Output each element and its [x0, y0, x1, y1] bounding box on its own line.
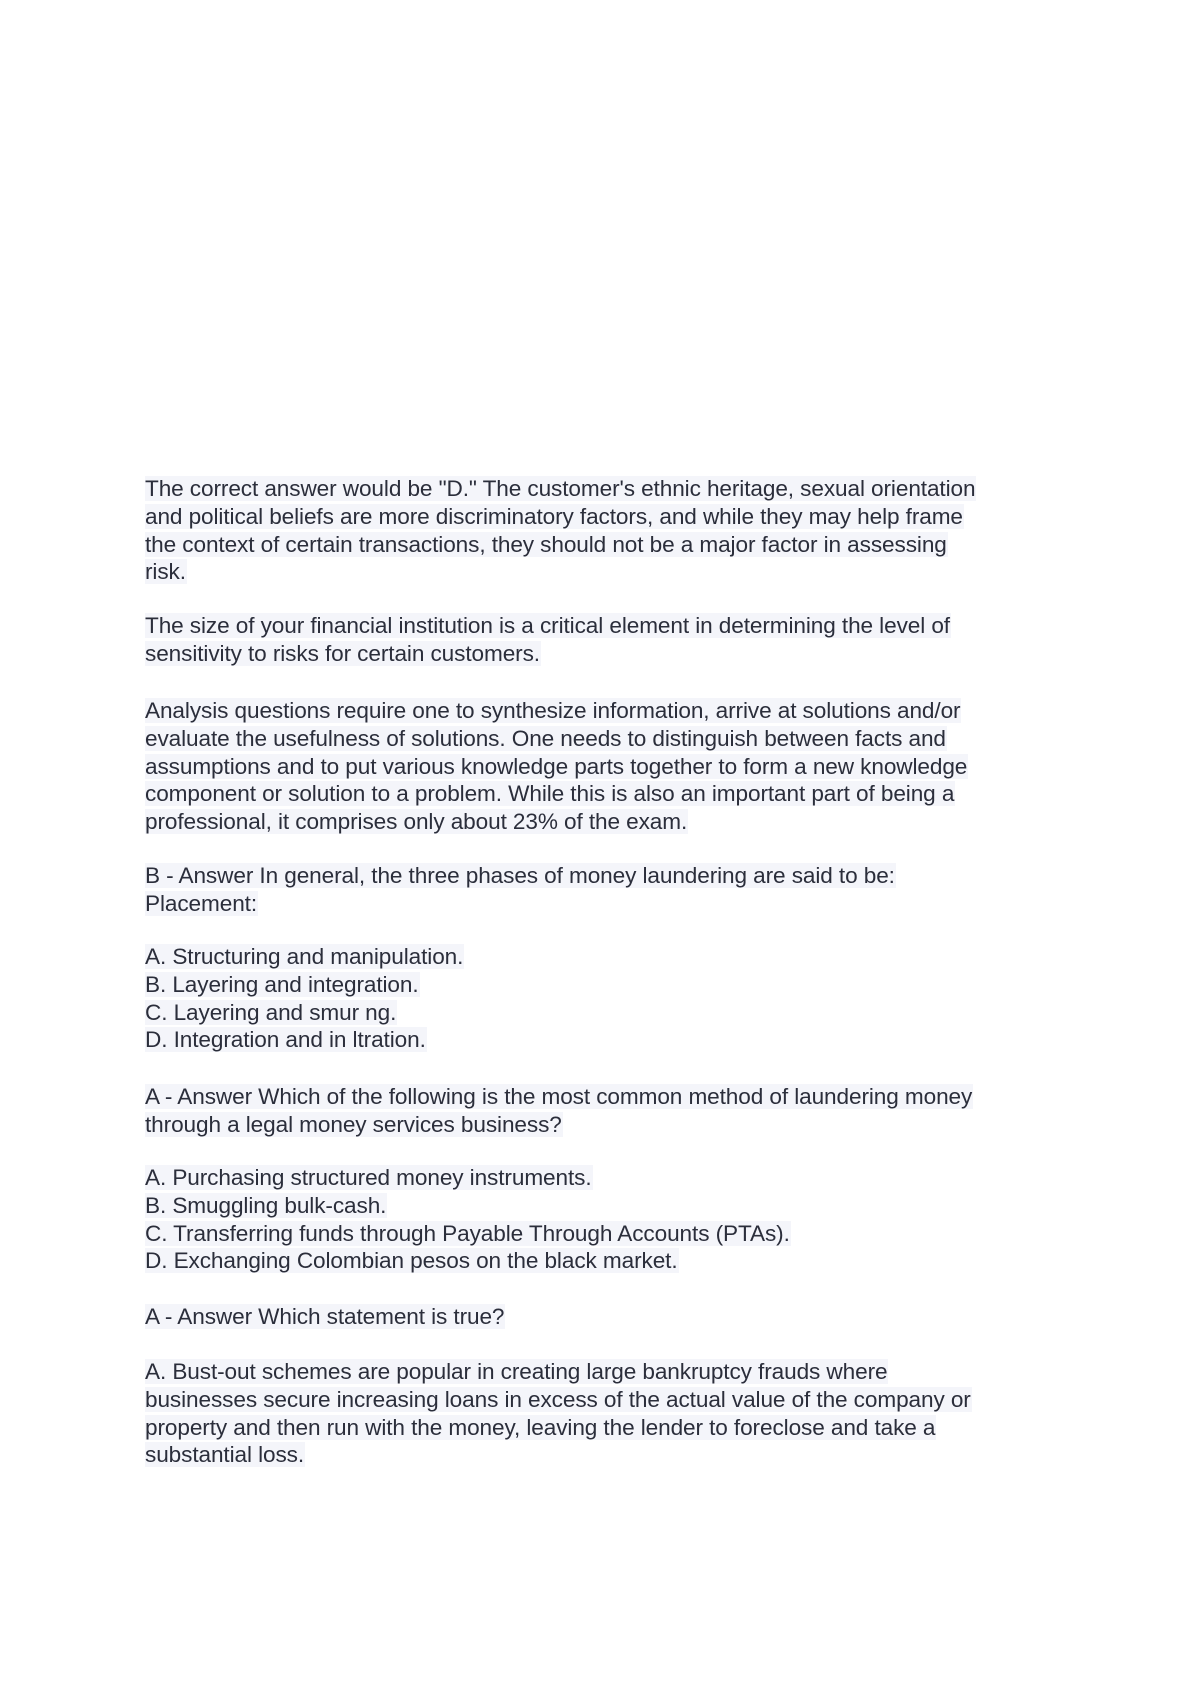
text-line: B - Answer In general, the three phases of money laundering are said to be: [145, 863, 895, 888]
text-line: The correct answer would be "D." The customer's ethnic heritage, sexual orientation [145, 476, 976, 501]
text-line: through a legal money services business? [145, 1111, 562, 1137]
text-line: assumptions and to put various knowledge parts together to form a new knowledge [145, 753, 968, 779]
text-line: Placement: [145, 890, 258, 916]
answer-option-a: A. Structuring and manipulation. [145, 944, 464, 969]
question-true-statement [145, 1303, 1045, 1331]
text-line: professional, it comprises only about 23% of the exam. [145, 809, 688, 835]
answer-option-d: D. Exchanging Colombian pesos on the black market. [145, 1248, 678, 1274]
question-money-services [145, 1083, 1045, 1139]
answer-options-money-services [145, 1164, 1045, 1275]
answer-option-b: B. Layering and integration. [145, 971, 419, 997]
explanation-paragraph-analysis-questions [145, 697, 1045, 836]
answer-option-bust-out [145, 1358, 1045, 1469]
answer-option-d: D. Integration and in ltration. [145, 1027, 426, 1053]
text-line: A - Answer Which of the following is the most common method of laundering money [145, 1084, 973, 1109]
text-line: component or solution to a problem. While this is also an important part of being a [145, 781, 955, 807]
text-line: the context of certain transactions, they should not be a major factor in assessing [145, 531, 947, 557]
answer-option-b: B. Smuggling bulk-cash. [145, 1192, 387, 1218]
answer-options-laundering-phases [145, 943, 1045, 1054]
text-line: property and then run with the money, leaving the lender to foreclose and take a [145, 1414, 936, 1440]
text-line: and political beliefs are more discriminatory factors, and while they may help frame [145, 503, 963, 529]
question-laundering-phases [145, 862, 1045, 918]
text-line: risk. [145, 559, 186, 585]
text-line: evaluate the usefulness of solutions. One needs to distinguish between facts and [145, 725, 946, 751]
answer-option-a: A. Purchasing structured money instruments. [145, 1165, 592, 1190]
text-line: Analysis questions require one to synthesize information, arrive at solutions and/or [145, 698, 961, 723]
text-line: A - Answer Which statement is true? [145, 1304, 505, 1329]
text-line: A. Bust-out schemes are popular in creating large bankruptcy frauds where [145, 1359, 888, 1384]
explanation-paragraph-institution-size [145, 612, 1045, 668]
answer-option-c: C. Transferring funds through Payable Through Accounts (PTAs). [145, 1220, 790, 1246]
text-line: substantial loss. [145, 1442, 305, 1468]
text-line: businesses secure increasing loans in excess of the actual value of the company or [145, 1386, 971, 1412]
explanation-paragraph-ethnic-heritage [145, 475, 1045, 586]
text-line: sensitivity to risks for certain customers. [145, 640, 540, 666]
text-line: The size of your financial institution is a critical element in determining the level of [145, 613, 950, 638]
answer-option-c: C. Layering and smur ng. [145, 999, 397, 1025]
